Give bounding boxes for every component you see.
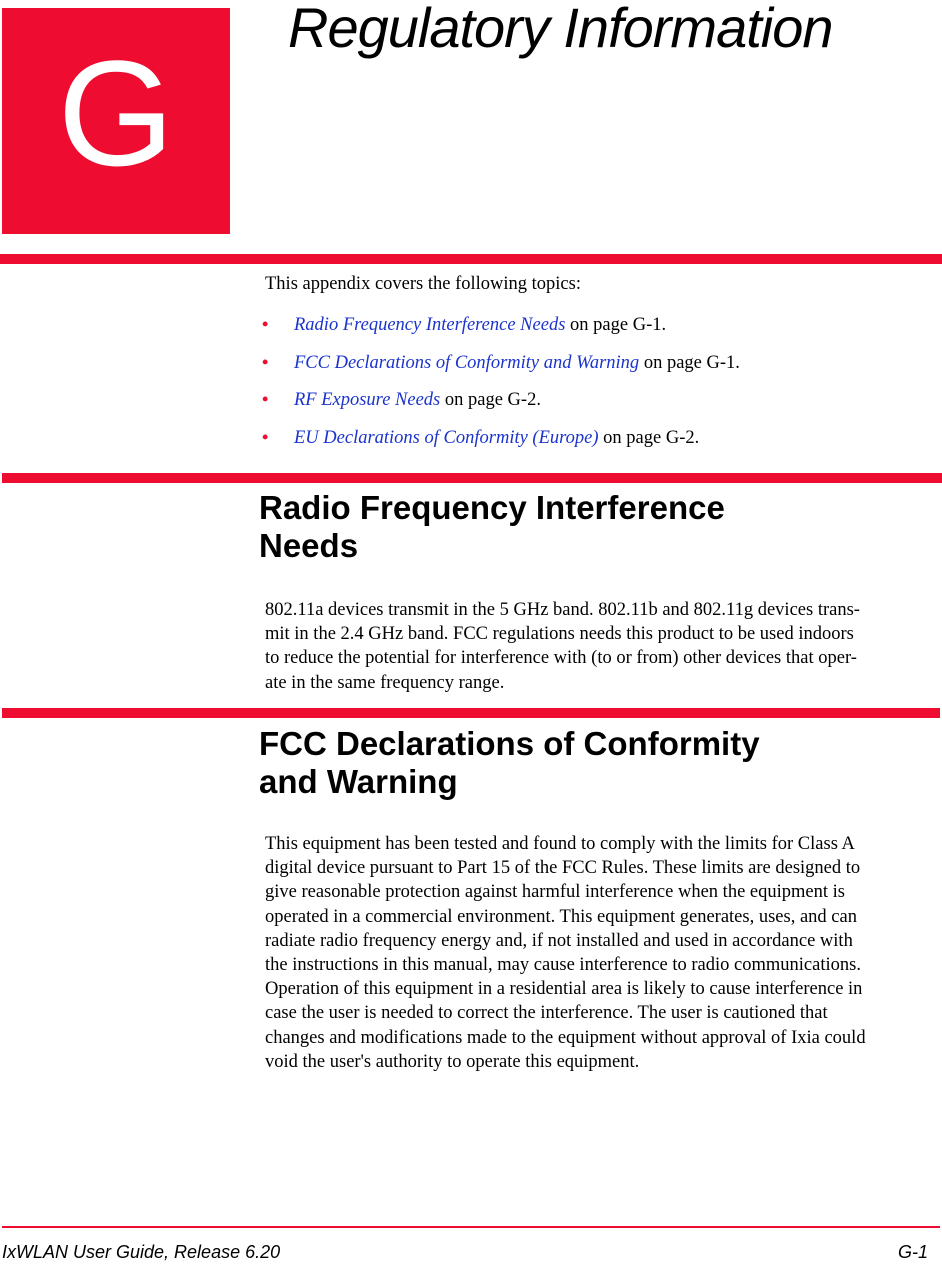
- heading-line: Radio Frequency Interference: [259, 489, 725, 526]
- topic-page-ref: on page G-1.: [639, 352, 740, 373]
- chapter-letter: G: [57, 29, 175, 197]
- body-line: mit in the 2.4 GHz band. FCC regulations needs this product to be used indoors: [265, 624, 854, 645]
- body-line: changes and modifications made to the equipment without approval of Ixia could: [265, 1027, 866, 1048]
- topic-link-rf-exposure[interactable]: RF Exposure Needs: [294, 390, 441, 411]
- section-heading-fcc: [259, 725, 879, 801]
- body-line: the instructions in this manual, may cause interference to radio communications.: [265, 955, 861, 976]
- body-line: to reduce the potential for interference with (to or from) other devices that oper-: [265, 648, 857, 669]
- bullet-icon: •: [262, 314, 269, 334]
- bullet-icon: •: [262, 426, 269, 447]
- body-line: radiate radio frequency energy and, if not installed and used in accordance with: [265, 930, 853, 951]
- body-line: ate in the same frequency range.: [265, 672, 505, 693]
- footer-page-number: G-1: [897, 1242, 928, 1262]
- topic-item: [262, 348, 740, 386]
- chapter-title: Regulatory Information: [288, 0, 833, 59]
- topic-link-fcc-declarations[interactable]: FCC Declarations of Conformity and Warning: [294, 352, 640, 373]
- section-divider: [2, 708, 940, 718]
- topic-page-ref: on page G-1.: [565, 315, 667, 335]
- heading-line: FCC Declarations of Conformity: [259, 725, 760, 762]
- topic-link-radio-frequency[interactable]: Radio Frequency Interference Needs: [294, 315, 566, 335]
- section-body-fcc: [265, 832, 941, 1074]
- body-line: digital device pursuant to Part 15 of the FCC Rules. These limits are designed to: [265, 858, 861, 879]
- topic-item: [262, 423, 740, 461]
- body-line: void the user's authority to operate this equipment.: [265, 1051, 640, 1072]
- chapter-divider: [0, 254, 942, 264]
- topic-link-eu-declarations[interactable]: EU Declarations of Conformity (Europe): [294, 427, 599, 448]
- heading-line: and Warning: [259, 763, 458, 800]
- bullet-icon: •: [262, 351, 269, 372]
- topic-page-ref: on page G-2.: [598, 427, 700, 448]
- body-line: operated in a commercial environment. This equipment generates, uses, and can: [265, 906, 857, 927]
- body-line: 802.11a devices transmit in the 5 GHz band. 802.11b and 802.11g devices trans-: [265, 600, 860, 620]
- body-line: This equipment has been tested and found to comply with the limits for Class A: [265, 834, 855, 854]
- body-line: case the user is needed to correct the interference. The user is cautioned that: [265, 1003, 828, 1024]
- section-body-radio-frequency: [265, 598, 941, 695]
- body-line: give reasonable protection against harmful interference when the equipment is: [265, 882, 845, 903]
- topic-item: [262, 310, 740, 348]
- section-heading-radio-frequency: [259, 489, 879, 565]
- topic-list: [262, 310, 740, 460]
- bullet-icon: •: [262, 389, 269, 410]
- footer-divider: [2, 1226, 940, 1228]
- topic-item: [262, 385, 740, 423]
- topic-page-ref: on page G-2.: [440, 390, 541, 411]
- body-line: Operation of this equipment in a residential area is likely to cause interference in: [265, 979, 863, 1000]
- heading-line: Needs: [259, 527, 359, 564]
- section-divider: [2, 473, 942, 483]
- footer-guide-title: IxWLAN User Guide, Release 6.20: [2, 1242, 281, 1262]
- chapter-tab: [2, 8, 230, 234]
- intro-text: This appendix covers the following topics:: [265, 274, 581, 294]
